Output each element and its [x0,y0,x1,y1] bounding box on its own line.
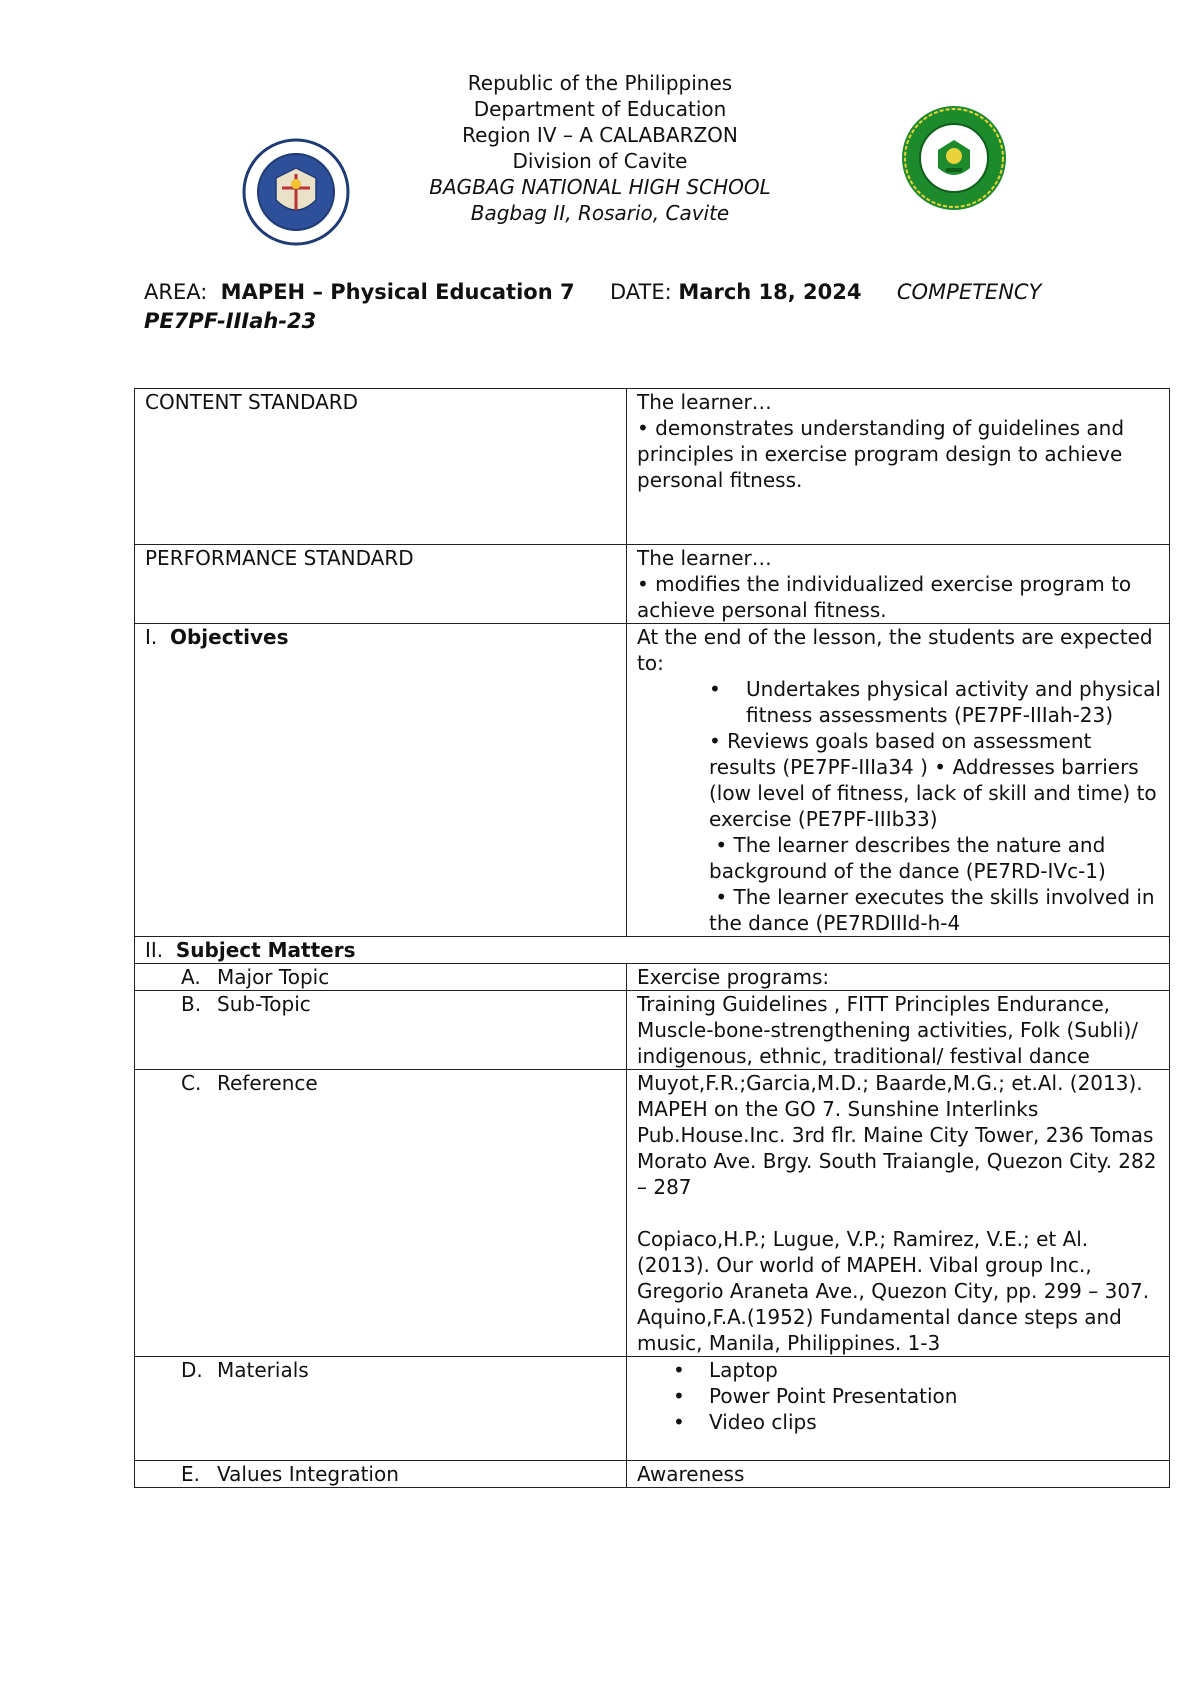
values-label: Values Integration [217,1462,399,1486]
lesson-plan-table [134,388,1170,1488]
competency-value: PE7PF-IIIah-23 [144,309,317,333]
table-row-reference [135,1070,1170,1357]
sub-topic-label-cell [135,991,627,1070]
major-topic-label: Major Topic [217,965,330,989]
objectives-intro: At the end of the lesson, the students are expected to: [637,625,1153,675]
subject-matters-cell [135,937,1170,964]
area-label: AREA: [144,280,208,304]
subject-matters-label: Subject Matters [175,938,356,962]
content-standard-intro: The learner… [637,390,772,414]
header-line-region: Region IV – A CALABARZON [462,123,738,147]
header-line-republic: Republic of the Philippines [467,71,733,95]
table-row-performance-standard [135,545,1170,624]
materials-cell [627,1357,1170,1461]
date-value: March 18, 2024 [678,280,862,304]
header-line-department: Department of Education [473,97,727,121]
header-school-address: Bagbag II, Rosario, Cavite [470,201,730,225]
materials-list [637,1357,1161,1435]
reference-item-2: Copiaco,H.P.; Lugue, V.P.; Ramirez, V.E.; et Al. (2013). Our world of MAPEH. Vibal group Inc., Gregorio Araneta Ave., Quezon City, pp. 299 – 307. [637,1227,1150,1303]
school-seal-icon [900,104,1008,212]
materials-letter: D. [181,1358,203,1382]
content-standard-label: CONTENT STANDARD [135,389,627,545]
material-item: • Video clips [637,1409,1161,1435]
area-value: MAPEH – Physical Education 7 [220,280,575,304]
sub-topic-label: Sub-Topic [217,992,311,1016]
reference-item-3: Aquino,F.A.(1952) Fundamental dance steps and music, Manila, Philippines. 1-3 [637,1305,1122,1355]
performance-standard-cell [627,545,1170,624]
values-value: Awareness [627,1461,1170,1488]
objective-item-4: • The learner executes the skills involved in the dance (PE7RDIIId-h-4 [709,885,1161,935]
objective-item-1: • Undertakes physical activity and physical fitness assessments (PE7PF-IIIah-23) [637,676,1161,728]
table-row-values-integration [135,1461,1170,1488]
subject-matters-number: II. [145,938,164,962]
objectives-label: Objectives [169,625,289,649]
reference-item-1: Muyot,F.R.;Garcia,M.D.; Baarde,M.G.; et.Al. (2013). MAPEH on the GO 7. Sunshine Interlinks Pub.House.Inc. 3rd flr. Maine City Tower, 236 Tomas Morato Ave. Brgy. South Traiangle, Quezon City. 282 – 287 [637,1071,1157,1199]
reference-label: Reference [217,1071,318,1095]
objectives-label-cell [135,624,627,937]
table-row-content-standard [135,389,1170,545]
competency-label: COMPETENCY [896,280,1042,304]
table-row-objectives [135,624,1170,937]
table-row-materials [135,1357,1170,1461]
sub-topic-value: Training Guidelines , FITT Principles Endurance, Muscle-bone-strengthening activities, Folk (Subli)/ indigenous, ethnic, traditional/ festival dance [627,991,1170,1070]
major-topic-label-cell [135,964,627,991]
materials-label-cell [135,1357,627,1461]
header-line-division: Division of Cavite [512,149,688,173]
objectives-cell [627,624,1170,937]
document-header [300,70,900,226]
header-school-name: BAGBAG NATIONAL HIGH SCHOOL [429,175,771,199]
objectives-number: I. [145,625,158,649]
objectives-list [637,676,1161,936]
table-row-major-topic [135,964,1170,991]
lesson-info [144,278,1104,336]
content-standard-cell [627,389,1170,545]
content-standard-item: • demonstrates understanding of guidelines and principles in exercise program design to achieve personal fitness. [637,416,1125,492]
performance-standard-item: • modifies the individualized exercise program to achieve personal fitness. [637,572,1132,622]
reference-label-cell [135,1070,627,1357]
materials-label: Materials [217,1358,309,1382]
objective-item-3: • The learner describes the nature and background of the dance (PE7RD-IVc-1) [709,833,1112,883]
values-label-cell [135,1461,627,1488]
objective-item-2: • Reviews goals based on assessment results (PE7PF-IIIa34 ) • Addresses barriers (low level of fitness, lack of skill and time) to exercise (PE7PF-IIIb33) [709,729,1157,831]
performance-standard-label: PERFORMANCE STANDARD [135,545,627,624]
material-item: • Laptop [637,1357,1161,1383]
values-letter: E. [181,1462,200,1486]
material-item: • Power Point Presentation [637,1383,1161,1409]
sub-topic-letter: B. [181,992,202,1016]
major-topic-letter: A. [181,965,201,989]
performance-standard-intro: The learner… [637,546,772,570]
reference-letter: C. [181,1071,202,1095]
date-label: DATE: [609,280,672,304]
major-topic-value: Exercise programs: [627,964,1170,991]
reference-cell [627,1070,1170,1357]
table-row-subject-matters [135,937,1170,964]
table-row-sub-topic [135,991,1170,1070]
